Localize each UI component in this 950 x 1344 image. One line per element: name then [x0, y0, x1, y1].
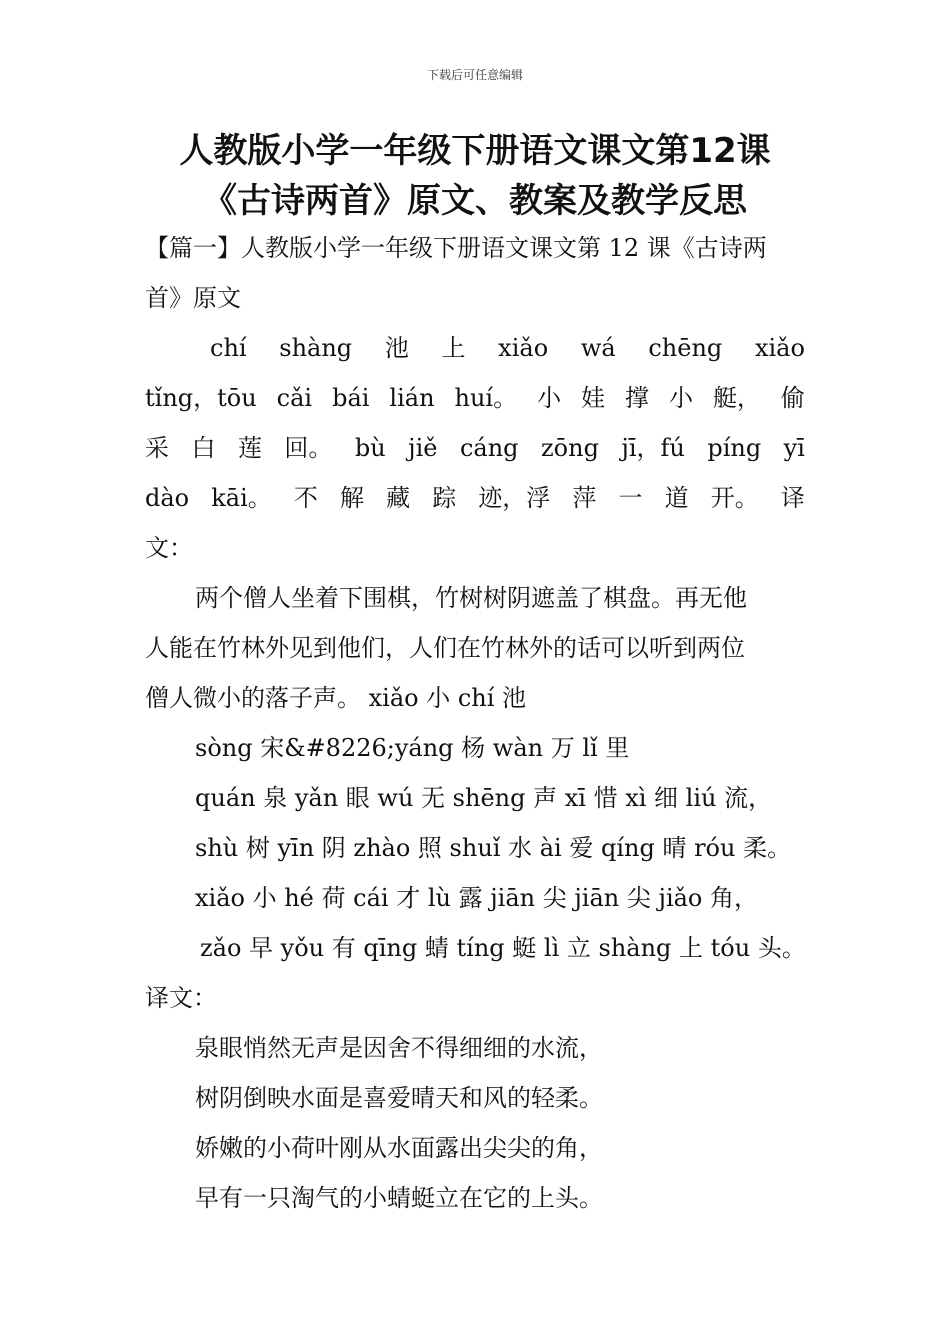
poem1-row3-token: bù — [354, 434, 386, 462]
poem1-row-4 — [145, 483, 805, 513]
translation2-line-2: 树阴倒映水面是喜爱晴天和风的轻柔。 — [195, 1084, 603, 1112]
poem1-row3-token: píng — [707, 434, 762, 462]
translation2-line-4: 早有一只淘气的小蜻蜓立在它的上头。 — [195, 1184, 603, 1212]
poem1-row-1 — [210, 333, 805, 363]
poem1-row1-token: chēng — [648, 334, 723, 362]
poem1-row3-token: jiě — [408, 434, 438, 462]
poem1-row4-token: 道 — [664, 484, 689, 512]
poem2-line-2: quán 泉 yǎn 眼 wú 无 shēng 声 xī 惜 xì 细 liú 流， — [195, 784, 773, 812]
poem1-row4-token: 不 — [293, 484, 318, 512]
poem1-row2-token: cǎi — [276, 384, 313, 412]
poem1-row3-token: jī，fú — [621, 434, 685, 462]
poem1-row2-token: 娃 — [581, 384, 606, 412]
document-title-line-1: 人教版小学一年级下册语文课文第12课 — [179, 131, 771, 171]
poem1-row3-token: 白 — [191, 434, 216, 462]
poem1-row1-token: shàng — [279, 334, 353, 362]
translation1-line-2: 人能在竹林外见到他们，人们在竹林外的话可以听到两位 — [145, 634, 745, 662]
poem1-row3-token: 莲 — [237, 434, 262, 462]
poem2-translation-label: 译文： — [145, 984, 217, 1012]
poem2-line-1: sòng 宋&#8226;yáng 杨 wàn 万 lǐ 里 — [195, 734, 630, 762]
poem1-row1-token: 池 — [384, 334, 409, 362]
poem1-row-2 — [145, 383, 805, 413]
poem1-row4-token: 萍 — [572, 484, 597, 512]
poem2-line-5: zǎo 早 yǒu 有 qīng 蜻 tíng 蜓 lì 立 shàng 上 tóu 头。 — [200, 934, 806, 962]
poem1-row4-token: 开。 — [710, 484, 759, 512]
section-heading-line-2: 首》原文 — [145, 284, 241, 312]
poem1-row3-token: yī — [783, 434, 805, 462]
poem1-row2-token: lián — [389, 384, 435, 412]
poem1-row1-token: 上 — [441, 334, 466, 362]
poem1-row3-token: 采 — [145, 434, 169, 462]
poem1-row3-token: zōng — [541, 434, 599, 462]
poem1-row2-token: 小 — [668, 384, 693, 412]
poem2-line-3: shù 树 yīn 阴 zhào 照 shuǐ 水 ài 爱 qíng 晴 róu 柔。 — [195, 834, 792, 862]
poem1-row2-token: 艇， — [712, 384, 761, 412]
poem1-row2-token: tǐng，tōu — [145, 384, 257, 412]
poem1-row-5: 文： — [145, 534, 193, 562]
translation2-line-3: 娇嫩的小荷叶刚从水面露出尖尖的角， — [195, 1134, 603, 1162]
poem1-row2-token: 偷 — [780, 384, 805, 412]
translation1-line-3: 僧人微小的落子声。 xiǎo 小 chí 池 — [145, 684, 527, 712]
poem1-row2-token: 小 — [537, 384, 562, 412]
translation1-line-1: 两个僧人坐着下围棋，竹树树阴遮盖了棋盘。再无他 — [195, 584, 747, 612]
poem1-row1-token: wá — [580, 334, 616, 362]
poem1-row3-token: cáng — [459, 434, 519, 462]
poem1-row4-token: 一 — [618, 484, 643, 512]
header-note: 下载后可任意编辑 — [426, 68, 523, 82]
translation2-line-1: 泉眼悄然无声是因舍不得细细的水流， — [195, 1034, 603, 1062]
poem1-row-3 — [145, 433, 805, 463]
poem1-row2-token: huí。 — [454, 384, 518, 412]
poem2-line-4: xiǎo 小 hé 荷 cái 才 lù 露 jiān 尖 jiān 尖 jiǎo 角， — [195, 884, 759, 912]
poem1-row4-token: 译 — [780, 484, 805, 512]
document-title-line-2: 《古诗两首》原文、教案及教学反思 — [203, 181, 747, 221]
poem1-row4-token: kāi。 — [211, 484, 272, 512]
poem1-row2-token: 撑 — [625, 384, 649, 412]
poem1-row1-token: xiǎo — [498, 334, 549, 362]
poem1-row1-token: xiǎo — [754, 334, 805, 362]
section-heading-line-1: 【篇一】人教版小学一年级下册语文课文第 12 课《古诗两 — [145, 234, 767, 262]
poem1-row4-token: 解 — [339, 484, 364, 512]
poem1-row4-token: 藏 — [386, 484, 411, 512]
poem1-row2-token: bái — [332, 384, 370, 412]
poem1-row4-token: 踪 — [432, 484, 457, 512]
poem1-row4-token: 迹，浮 — [478, 484, 551, 512]
poem1-row3-token: 回。 — [284, 434, 333, 462]
poem1-row1-token: chí — [210, 334, 247, 362]
poem1-row4-token: dào — [145, 484, 190, 512]
